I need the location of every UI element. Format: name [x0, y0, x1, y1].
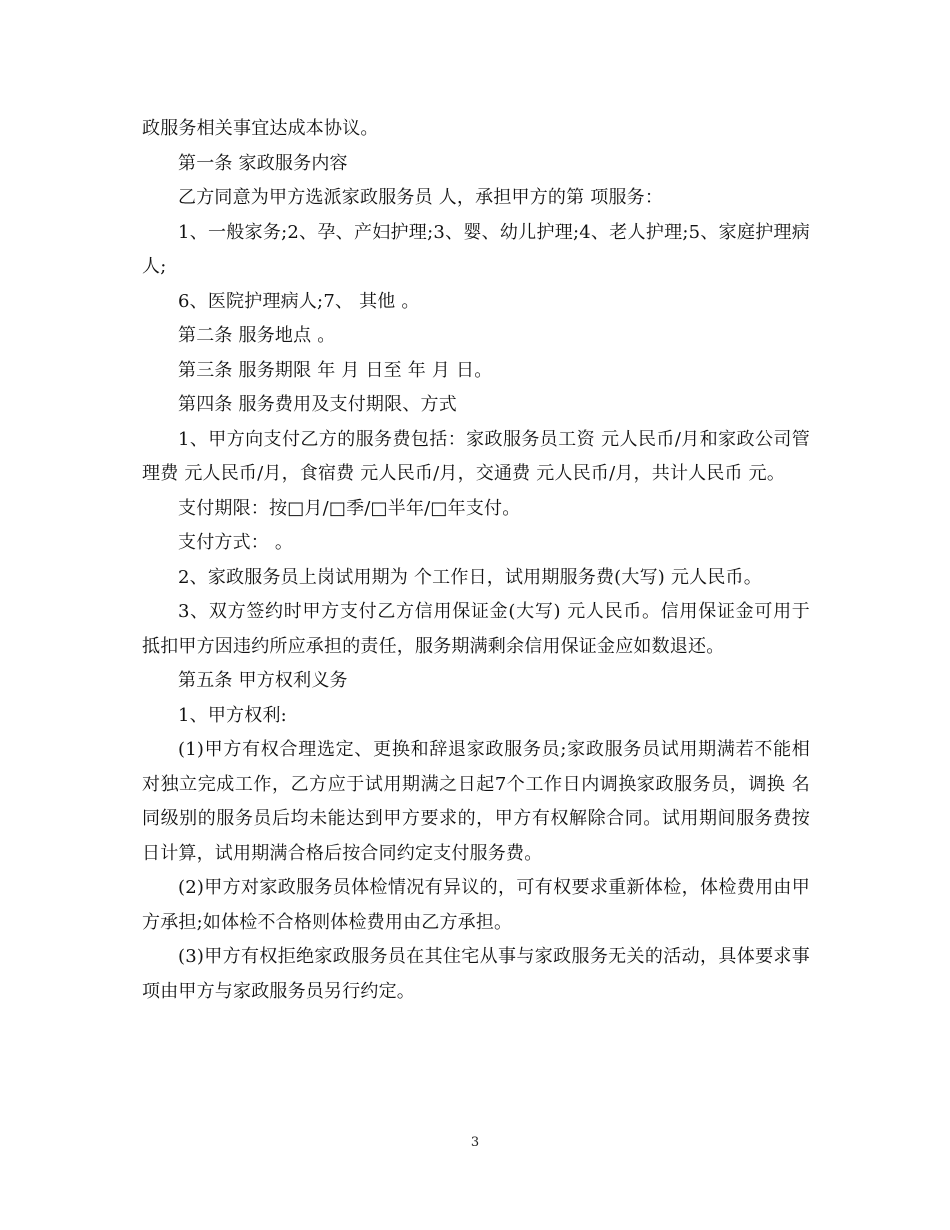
paragraph: 1、一般家务;2、孕、产妇护理;3、婴、幼儿护理;4、老人护理;5、家庭护理病人; [142, 221, 810, 277]
paragraph: 政服务相关事宜达成本协议。 [142, 118, 379, 139]
paragraph: 支付期限：按□月/□季/□半年/□年支付。 [178, 497, 521, 519]
paragraph: 第一条 家政服务内容 [178, 152, 348, 174]
paragraph: 乙方同意为甲方选派家政服务员 人，承担甲方的第 项服务： [178, 187, 664, 208]
paragraph: (1)甲方有权合理选定、更换和辞退家政服务员;家政服务员试用期满若不能相对独立完成工作，乙方应于试用期满之日起7个工作日内调换家政服务员，调换 名同级别的服务员后均未能达到甲方要求的，甲方有权解除合同。试用期间服务费按日计算，试用期满合格后按合同约定支付服务费。 [142, 739, 810, 864]
paragraph: 1、甲方权利: [178, 704, 287, 726]
paragraph: 第五条 甲方权利义务 [178, 670, 348, 691]
paragraph: 3、双方签约时甲方支付乙方信用保证金(大写) 元人民币。信用保证金可用于抵扣甲方因违约所应承担的责任，服务期满剩余信用保证金应如数退还。 [142, 601, 810, 657]
paragraph: 第二条 服务地点 。 [178, 325, 336, 346]
paragraph: 6、医院护理病人;7、 其他 。 [178, 290, 420, 312]
page-number: 3 [470, 1135, 480, 1150]
document-body [142, 112, 810, 1009]
paragraph: 第四条 服务费用及支付期限、方式 [178, 394, 457, 415]
paragraph: (3)甲方有权拒绝家政服务员在其住宅从事与家政服务无关的活动，具体要求事项由甲方与家政服务员另行约定。 [142, 946, 810, 1002]
paragraph: 支付方式： 。 [178, 532, 294, 553]
paragraph: 2、家政服务员上岗试用期为 个工作日，试用期服务费(大写) 元人民币。 [178, 566, 762, 588]
paragraph: (2)甲方对家政服务员体检情况有异议的，可有权要求重新体检，体检费用由甲方承担;如体检不合格则体检费用由乙方承担。 [142, 877, 810, 933]
paragraph: 第三条 服务期限 年 月 日至 年 月 日。 [178, 359, 493, 381]
paragraph: 1、甲方向支付乙方的服务费包括：家政服务员工资 元人民币/月和家政公司管理费 元人民币/月，食宿费 元人民币/月，交通费 元人民币/月，共计人民币 元。 [142, 428, 810, 484]
